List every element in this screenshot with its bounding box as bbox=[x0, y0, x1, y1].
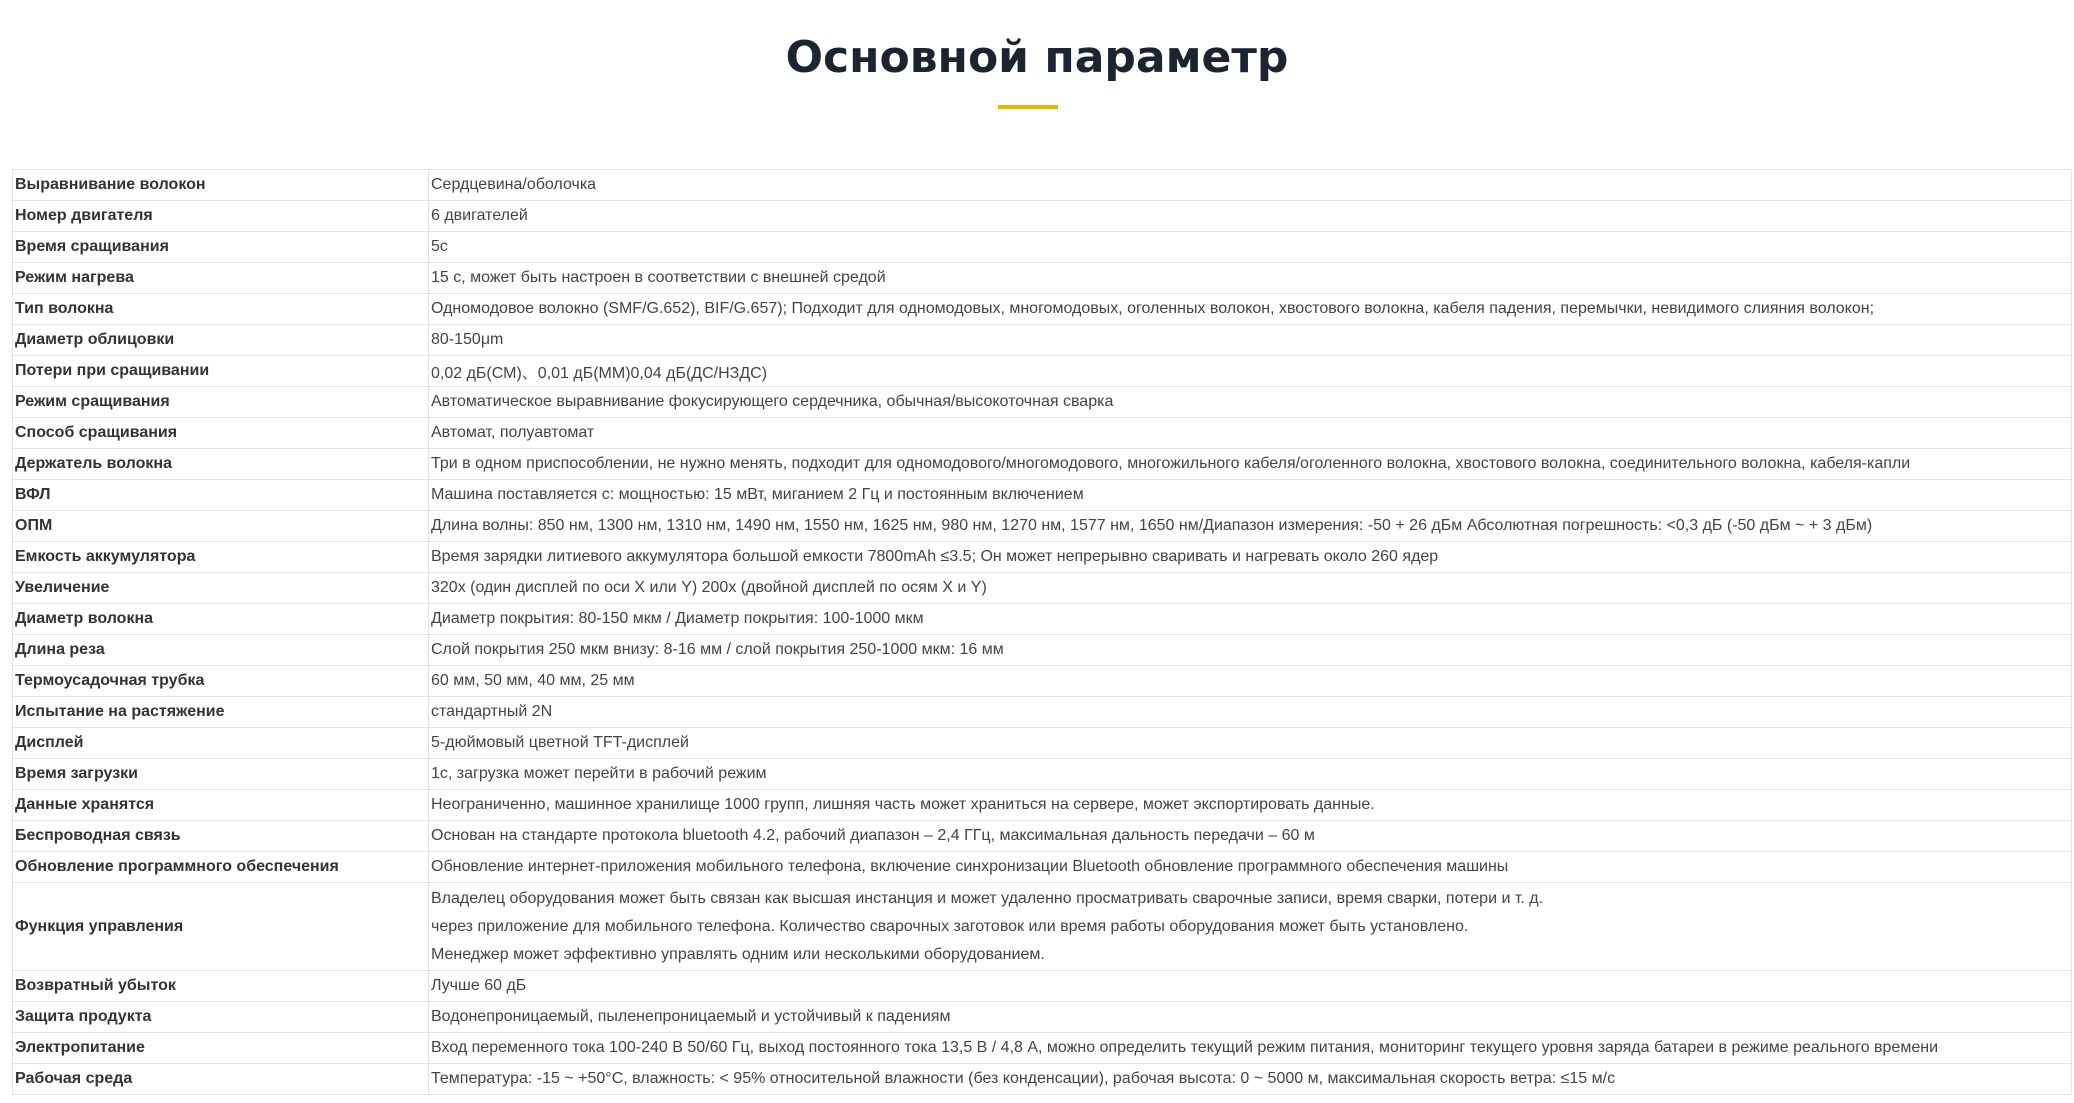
spec-value: Одномодовое волокно (SMF/G.652), BIF/G.657); Подходит для одномодовых, многомодовых, оголенных волокон, хвостового волокна, кабеля падения, перемычки, невидимого слияния волокон; bbox=[429, 294, 2072, 325]
spec-name: Термоусадочная трубка bbox=[13, 666, 429, 697]
table-row bbox=[13, 790, 2072, 821]
spec-name: Способ сращивания bbox=[13, 418, 429, 449]
spec-value: 6 двигателей bbox=[429, 201, 2072, 232]
spec-name: Дисплей bbox=[13, 728, 429, 759]
table-row bbox=[13, 356, 2072, 387]
spec-value: Основан на стандарте протокола bluetooth 4.2, рабочий диапазон – 2,4 ГГц, максимальная дальность передачи – 60 м bbox=[429, 821, 2072, 852]
spec-value: 60 мм, 50 мм, 40 мм, 25 мм bbox=[429, 666, 2072, 697]
table-row bbox=[13, 852, 2072, 883]
spec-name: Емкость аккумулятора bbox=[13, 542, 429, 573]
spec-value: Машина поставляется с: мощностью: 15 мВт, миганием 2 Гц и постоянным включением bbox=[429, 480, 2072, 511]
spec-name: Функция управления bbox=[13, 883, 429, 971]
spec-value: 320x (один дисплей по оси X или Y) 200x (двойной дисплей по осям X и Y) bbox=[429, 573, 2072, 604]
table-row bbox=[13, 1033, 2072, 1064]
table-row bbox=[13, 480, 2072, 511]
spec-name: Выравнивание волокон bbox=[13, 170, 429, 201]
table-row bbox=[13, 635, 2072, 666]
spec-value: Температура: -15 ~ +50°C, влажность: < 95% относительной влажности (без конденсации), рабочая высота: 0 ~ 5000 м, максимальная скорость ветра: ≤15 м/с bbox=[429, 1064, 2072, 1095]
table-row bbox=[13, 263, 2072, 294]
spec-name: Режим сращивания bbox=[13, 387, 429, 418]
table-row bbox=[13, 418, 2072, 449]
spec-name: Время загрузки bbox=[13, 759, 429, 790]
title-underline bbox=[998, 105, 1058, 109]
table-row bbox=[13, 971, 2072, 1002]
spec-value: Длина волны: 850 нм, 1300 нм, 1310 нм, 1490 нм, 1550 нм, 1625 нм, 980 нм, 1270 нм, 1577 нм, 1650 нм/Диапазон измерения: -50 + 26 дБм Абсолютная погрешность: <0,3 дБ (-50 дБм ~ + 3 дБм) bbox=[429, 511, 2072, 542]
spec-name: Беспроводная связь bbox=[13, 821, 429, 852]
spec-value: стандартный 2N bbox=[429, 697, 2072, 728]
spec-value: Диаметр покрытия: 80-150 мкм / Диаметр покрытия: 100-1000 мкм bbox=[429, 604, 2072, 635]
spec-name: Тип волокна bbox=[13, 294, 429, 325]
spec-name: Данные хранятся bbox=[13, 790, 429, 821]
spec-name: Номер двигателя bbox=[13, 201, 429, 232]
spec-value: Обновление интернет-приложения мобильного телефона, включение синхронизации Bluetooth обновление программного обеспечения машины bbox=[429, 852, 2072, 883]
spec-value-line: через приложение для мобильного телефона. Количество сварочных заготовок или время работы оборудования может быть установлено. bbox=[431, 917, 1469, 935]
spec-value-line: Менеджер может эффективно управлять одним или несколькими оборудованием. bbox=[431, 945, 1045, 963]
table-row bbox=[13, 759, 2072, 790]
table-row bbox=[13, 821, 2072, 852]
spec-value: Неограниченно, машинное хранилище 1000 групп, лишняя часть может храниться на сервере, может экспортировать данные. bbox=[429, 790, 2072, 821]
table-row bbox=[13, 449, 2072, 480]
spec-name: Испытание на растяжение bbox=[13, 697, 429, 728]
spec-value-line: Владелец оборудования может быть связан как высшая инстанция и может удаленно просматривать сварочные записи, время сварки, потери и т. д. bbox=[431, 889, 1544, 907]
spec-value: Три в одном приспособлении, не нужно менять, подходит для одномодового/многомодового, многожильного кабеля/оголенного волокна, хвостового волокна, соединительного волокна, кабеля-капли bbox=[429, 449, 2072, 480]
spec-value: Сердцевина/оболочка bbox=[429, 170, 2072, 201]
spec-name: Режим нагрева bbox=[13, 263, 429, 294]
table-row bbox=[13, 1002, 2072, 1033]
table-row bbox=[13, 728, 2072, 759]
spec-value: Автоматическое выравнивание фокусирующего сердечника, обычная/высокоточная сварка bbox=[429, 387, 2072, 418]
table-row bbox=[13, 883, 2072, 971]
spec-name: Электропитание bbox=[13, 1033, 429, 1064]
spec-value: 0,02 дБ(СМ)、0,01 дБ(ММ)0,04 дБ(ДС/НЗДС) bbox=[429, 356, 2072, 387]
spec-name: Обновление программного обеспечения bbox=[13, 852, 429, 883]
spec-value: Лучше 60 дБ bbox=[429, 971, 2072, 1002]
spec-value: 15 с, может быть настроен в соответствии с внешней средой bbox=[429, 263, 2072, 294]
spec-value: 80-150μm bbox=[429, 325, 2072, 356]
table-row bbox=[13, 697, 2072, 728]
table-row bbox=[13, 511, 2072, 542]
spec-value: 5с bbox=[429, 232, 2072, 263]
spec-value: Вход переменного тока 100-240 В 50/60 Гц, выход постоянного тока 13,5 В / 4,8 А, можно определить текущий режим питания, мониторинг текущего уровня заряда батареи в режиме реального времени bbox=[429, 1033, 2072, 1064]
spec-value: 5-дюймовый цветной TFT-дисплей bbox=[429, 728, 2072, 759]
spec-name: Диаметр облицовки bbox=[13, 325, 429, 356]
table-row bbox=[13, 201, 2072, 232]
table-row bbox=[13, 170, 2072, 201]
spec-name: Рабочая среда bbox=[13, 1064, 429, 1095]
spec-value: Время зарядки литиевого аккумулятора большой емкости 7800mAh ≤3.5; Он может непрерывно сваривать и нагревать около 260 ядер bbox=[429, 542, 2072, 573]
table-row bbox=[13, 232, 2072, 263]
spec-name: Увеличение bbox=[13, 573, 429, 604]
table-row bbox=[13, 604, 2072, 635]
spec-value: Водонепроницаемый, пыленепроницаемый и устойчивый к падениям bbox=[429, 1002, 2072, 1033]
table-row bbox=[13, 294, 2072, 325]
page-title: Основной параметр bbox=[785, 32, 1289, 83]
spec-name: Держатель волокна bbox=[13, 449, 429, 480]
table-row bbox=[13, 573, 2072, 604]
spec-name: Потери при сращивании bbox=[13, 356, 429, 387]
spec-name: Время сращивания bbox=[13, 232, 429, 263]
table-row bbox=[13, 542, 2072, 573]
spec-value: Автомат, полуавтомат bbox=[429, 418, 2072, 449]
spec-name: Защита продукта bbox=[13, 1002, 429, 1033]
spec-name: Длина реза bbox=[13, 635, 429, 666]
table-row bbox=[13, 1064, 2072, 1095]
spec-table bbox=[12, 169, 2072, 1095]
table-row bbox=[13, 325, 2072, 356]
spec-name: Возвратный убыток bbox=[13, 971, 429, 1002]
table-row bbox=[13, 387, 2072, 418]
table-row bbox=[13, 666, 2072, 697]
spec-name: Диаметр волокна bbox=[13, 604, 429, 635]
spec-value: Слой покрытия 250 мкм внизу: 8-16 мм / слой покрытия 250-1000 мкм: 16 мм bbox=[429, 635, 2072, 666]
spec-value: 1с, загрузка может перейти в рабочий режим bbox=[429, 759, 2072, 790]
spec-name: ВФЛ bbox=[13, 480, 429, 511]
spec-value-multiline bbox=[429, 883, 2072, 971]
spec-name: ОПМ bbox=[13, 511, 429, 542]
